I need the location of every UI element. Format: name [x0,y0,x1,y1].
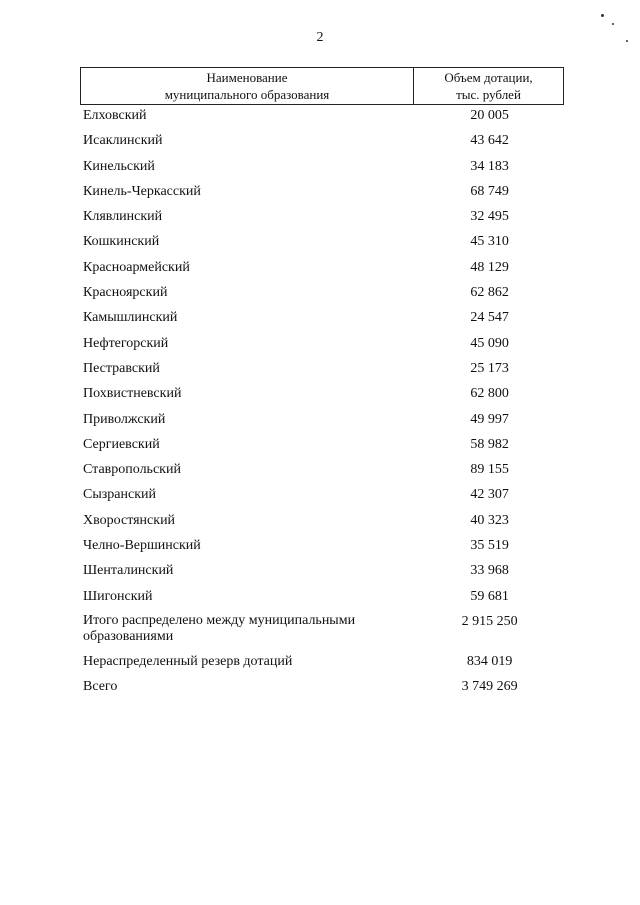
row-name: Нефтегорский [83,335,169,351]
table-row [83,486,563,511]
row-name: Кошкинский [83,234,160,250]
row-name: Шигонский [83,588,153,604]
header-amount-column [414,68,563,104]
total-distributed-label-line1: Итого распределено между муниципальными [83,612,356,628]
table-row [83,132,563,157]
row-amount: 32 495 [470,209,509,225]
row-name: Похвистневский [83,386,182,402]
row-amount: 43 642 [470,133,509,149]
table-row [83,107,563,132]
grand-total-label: Всего [83,679,118,695]
row-name: Сергиевский [83,436,160,452]
row-name: Шенталинский [83,563,174,579]
table-row [83,411,563,436]
reserve-row [83,653,563,678]
table-row [83,360,563,385]
total-distributed-label-line2: образованиями [83,628,174,644]
scan-speck [626,40,628,42]
row-name: Сызранский [83,487,156,503]
row-amount: 42 307 [470,487,509,503]
row-name: Камышлинский [83,310,178,326]
row-amount: 49 997 [470,411,509,427]
header-amount-line1: Объем дотации, [444,70,533,85]
table-row [83,309,563,334]
table-row [83,208,563,233]
row-name: Пестравский [83,360,160,376]
row-amount: 35 519 [470,538,509,554]
row-name: Красноярский [83,285,168,301]
row-amount: 89 155 [470,462,509,478]
row-amount: 62 800 [470,386,509,402]
table-row [83,259,563,284]
row-amount: 20 005 [470,108,509,123]
row-amount: 25 173 [470,360,509,376]
table-row [83,158,563,183]
row-amount: 68 749 [470,183,509,199]
table-row [83,183,563,208]
row-amount: 48 129 [470,259,509,275]
row-amount: 34 183 [470,158,509,174]
row-name: Кинельский [83,158,155,174]
row-name: Хворостянский [83,512,176,528]
row-amount: 24 547 [470,310,509,326]
scan-speck [601,14,604,17]
row-amount: 33 968 [470,563,509,579]
total-distributed-label [83,613,406,653]
grand-total-row [83,678,563,703]
table-row [83,537,563,562]
scan-speck [612,23,614,25]
row-amount: 45 310 [470,234,509,250]
table-row [83,385,563,410]
row-amount: 59 681 [470,588,509,604]
header-name-line2: муниципального образования [164,87,330,102]
row-amount: 45 090 [470,335,509,351]
row-amount: 40 323 [470,512,509,528]
header-name-column [81,68,414,104]
table-row [83,436,563,461]
page-number: 2 [316,30,324,45]
reserve-amount: 834 019 [466,653,513,669]
table-body [83,107,563,704]
table-row [83,335,563,360]
table-row [83,233,563,258]
row-name: Кинель-Черкасский [83,183,201,199]
table-row [83,461,563,486]
row-name: Челно-Вершинский [83,538,201,554]
grand-total-amount: 3 749 269 [461,679,518,695]
table-header [80,67,564,105]
total-distributed-amount: 2 915 250 [461,613,518,629]
reserve-label: Нераспределенный резерв дотаций [83,653,293,669]
header-amount-line2: тыс. рублей [456,87,521,102]
row-name: Елховский [83,108,147,123]
table-row [83,562,563,587]
row-amount: 58 982 [470,436,509,452]
row-name: Ставропольский [83,462,181,478]
row-amount: 62 862 [470,285,509,301]
header-name-line1: Наименование [206,70,288,85]
row-name: Исаклинский [83,133,163,149]
table-row [83,284,563,309]
table-row [83,588,563,613]
row-name: Клявлинский [83,209,163,225]
total-distributed-row [83,613,563,653]
table-row [83,512,563,537]
row-name: Приволжский [83,411,166,427]
row-name: Красноармейский [83,259,190,275]
